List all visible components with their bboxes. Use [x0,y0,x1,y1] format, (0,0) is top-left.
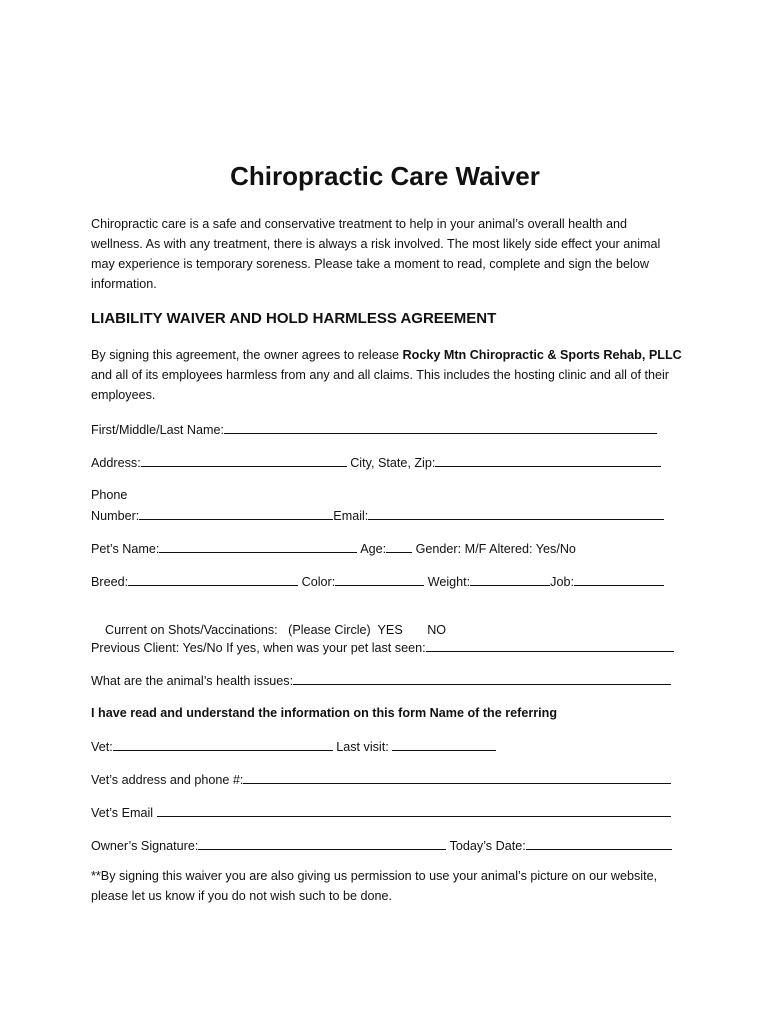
shots-label: Current on Shots/Vaccinations: (Please Circle) YES NO [105,623,447,637]
vet-address-row [91,771,671,788]
intro-line: may experience is temporary soreness. Please take a moment to read, complete and sign the below [91,257,649,271]
intro-line: information. [91,277,157,291]
footnote-line: please let us know if you do not wish such to be done. [91,889,393,903]
vet-row [91,738,496,755]
owner-signature-field[interactable] [198,837,446,850]
phone-field[interactable] [139,507,333,520]
weight-field[interactable] [470,573,550,586]
weight-label: Weight: [427,575,471,589]
pet-name-field[interactable] [159,540,357,553]
color-field[interactable] [335,573,424,586]
previous-client-field[interactable] [426,639,674,652]
todays-date-field[interactable] [526,837,672,850]
job-label: Job: [550,575,574,589]
intro-paragraph [91,214,691,294]
owner-signature-label: Owner’s Signature: [91,839,199,853]
email-field[interactable] [368,507,664,520]
breed-label: Breed: [91,575,129,589]
vet-label: Vet: [91,740,113,754]
address-field[interactable] [141,454,347,467]
agreement-paragraph [91,345,691,405]
page-title: Chiropractic Care Waiver [230,161,540,191]
section-heading: LIABILITY WAIVER AND HOLD HARMLESS AGREEMENT [91,310,497,327]
health-issues-field[interactable] [293,672,671,685]
footnote-line: **By signing this waiver you are also giving us permission to use your animal’s picture on our website, [91,869,658,883]
health-issues-row [91,672,671,689]
phone-label-row [91,487,127,503]
agreement-line: employees. [91,388,156,402]
pet-name-label: Pet’s Name: [91,542,160,556]
vet-address-field[interactable] [243,771,671,784]
name-label: First/Middle/Last Name: [91,423,224,437]
acknowledgement-row [91,705,557,721]
city-state-zip-field[interactable] [435,454,661,467]
vet-field[interactable] [113,738,333,751]
name-field[interactable] [224,421,657,434]
breed-row [91,573,664,590]
agreement-line [91,345,691,365]
color-label: Color: [301,575,336,589]
intro-line: Chiropractic care is a safe and conservative treatment to help in your animal’s overall health and [91,217,627,231]
previous-client-row [91,639,674,656]
footnote [91,866,691,906]
address-label: Address: [91,456,141,470]
vet-email-field[interactable] [157,804,671,817]
todays-date-label: Today’s Date: [449,839,526,853]
address-row [91,454,661,471]
last-visit-label: Last visit: [336,740,389,754]
city-state-zip-label: City, State, Zip: [350,456,436,470]
pet-row [91,540,576,557]
agreement-line: and all of its employees harmless from any and all claims. This includes the hosting clinic and all of their [91,368,669,382]
vet-email-label: Vet’s Email [91,806,154,820]
company-name: Rocky Mtn Chiropractic & Sports Rehab, PLLC [402,348,682,362]
gender-altered-label: Gender: M/F Altered: Yes/No [415,542,576,556]
email-label: Email: [333,509,369,523]
age-label: Age: [360,542,387,556]
acknowledgement-label: I have read and understand the information on this form Name of the referring [91,706,558,720]
vet-email-row [91,804,671,821]
agreement-text: By signing this agreement, the owner agrees to release [91,348,403,362]
signature-row [91,837,672,854]
phone-number-label: Number: [91,509,140,523]
last-visit-field[interactable] [392,738,496,751]
previous-client-label: Previous Client: Yes/No If yes, when was your pet last seen: [91,641,426,655]
phone-email-row [91,507,664,524]
breed-field[interactable] [128,573,298,586]
age-field[interactable] [386,540,412,553]
vet-address-label: Vet’s address and phone #: [91,773,244,787]
job-field[interactable] [574,573,664,586]
intro-line: wellness. As with any treatment, there is always a risk involved. The most likely side effect your animal [91,237,661,251]
name-row [91,421,657,438]
phone-label: Phone [91,488,128,502]
health-issues-label: What are the animal’s health issues: [91,674,294,688]
